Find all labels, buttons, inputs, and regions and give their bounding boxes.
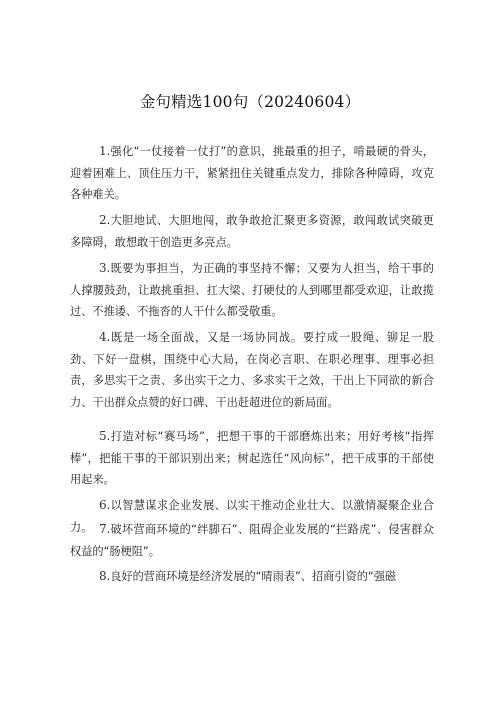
paragraph-text: .既是一场全面战，又是一场协同战。要拧成一股绳、铆足一股劲、下好一盘棋，围绕中心大局，在岗必言职、在职必理事、理事必担责，多思实干之责、多出实干之力、多求实干之效，干出上下同欲的新合力、干出群众点赞的好口碑、干出赶超进位的新局面。: [70, 331, 434, 409]
paragraph-7: [70, 519, 434, 562]
paragraph-number: 3: [99, 261, 107, 275]
paragraph-text: .破坏营商环境的“绊脚石”、阻碍企业发展的“拦路虎”、侵害群众权益的“肠梗阻”。: [70, 523, 434, 558]
paragraph-number: 2: [99, 213, 107, 227]
paragraph-text: .以智慧谋求企业发展、以实干推动企业壮大、以激情凝聚企业合力。: [70, 499, 434, 534]
paragraph-text: .良好的营商环境是经济发展的“晴雨表”、招商引资的“强磁: [106, 570, 397, 583]
paragraph-5: [70, 426, 434, 491]
paragraph-3: [70, 258, 434, 323]
paragraph-text: .打造对标“赛马场”，把想干事的干部磨炼出来；用好考核“指挥棒”，把能干事的干部识别出来；树起选任“风向标”，把干成事的干部使用起来。: [70, 430, 434, 486]
paragraph-number: 7: [99, 522, 107, 536]
document-title: 金句精选100句（20240604）: [139, 93, 361, 111]
paragraph-text: .大胆地试、大胆地闯，敢争敢抢汇聚更多资源，敢闯敢试突破更多障碍，敢想敢干创造更多亮点。: [70, 214, 434, 249]
paragraph-4: [70, 327, 434, 413]
paragraph-8: [70, 566, 434, 588]
paragraph-number: 4: [99, 330, 107, 344]
paragraph-number: 8: [99, 569, 107, 583]
paragraph-number: 5: [99, 429, 107, 443]
paragraph-text: .既要为事担当，为正确的事坚持不懈；又要为人担当，给干事的人撑腰鼓劲，让敢挑重担、扛大梁、打硬仗的人到哪里都受欢迎，让敢揽过、不推诿、不拖沓的人干什么都受敬重。: [70, 262, 434, 318]
paragraph-number: 6: [99, 498, 107, 512]
paragraph-number: 1: [99, 144, 107, 158]
paragraph-1: [70, 141, 434, 206]
paragraph-text: .强化“一仗接着一仗打”的意识，挑最重的担子，啃最硬的骨头，迎着困难上、顶住压力干，紧紧扭住关键重点发力，排除各种障碍，攻克各种难关。: [70, 145, 434, 201]
paragraph-2: [70, 210, 434, 253]
